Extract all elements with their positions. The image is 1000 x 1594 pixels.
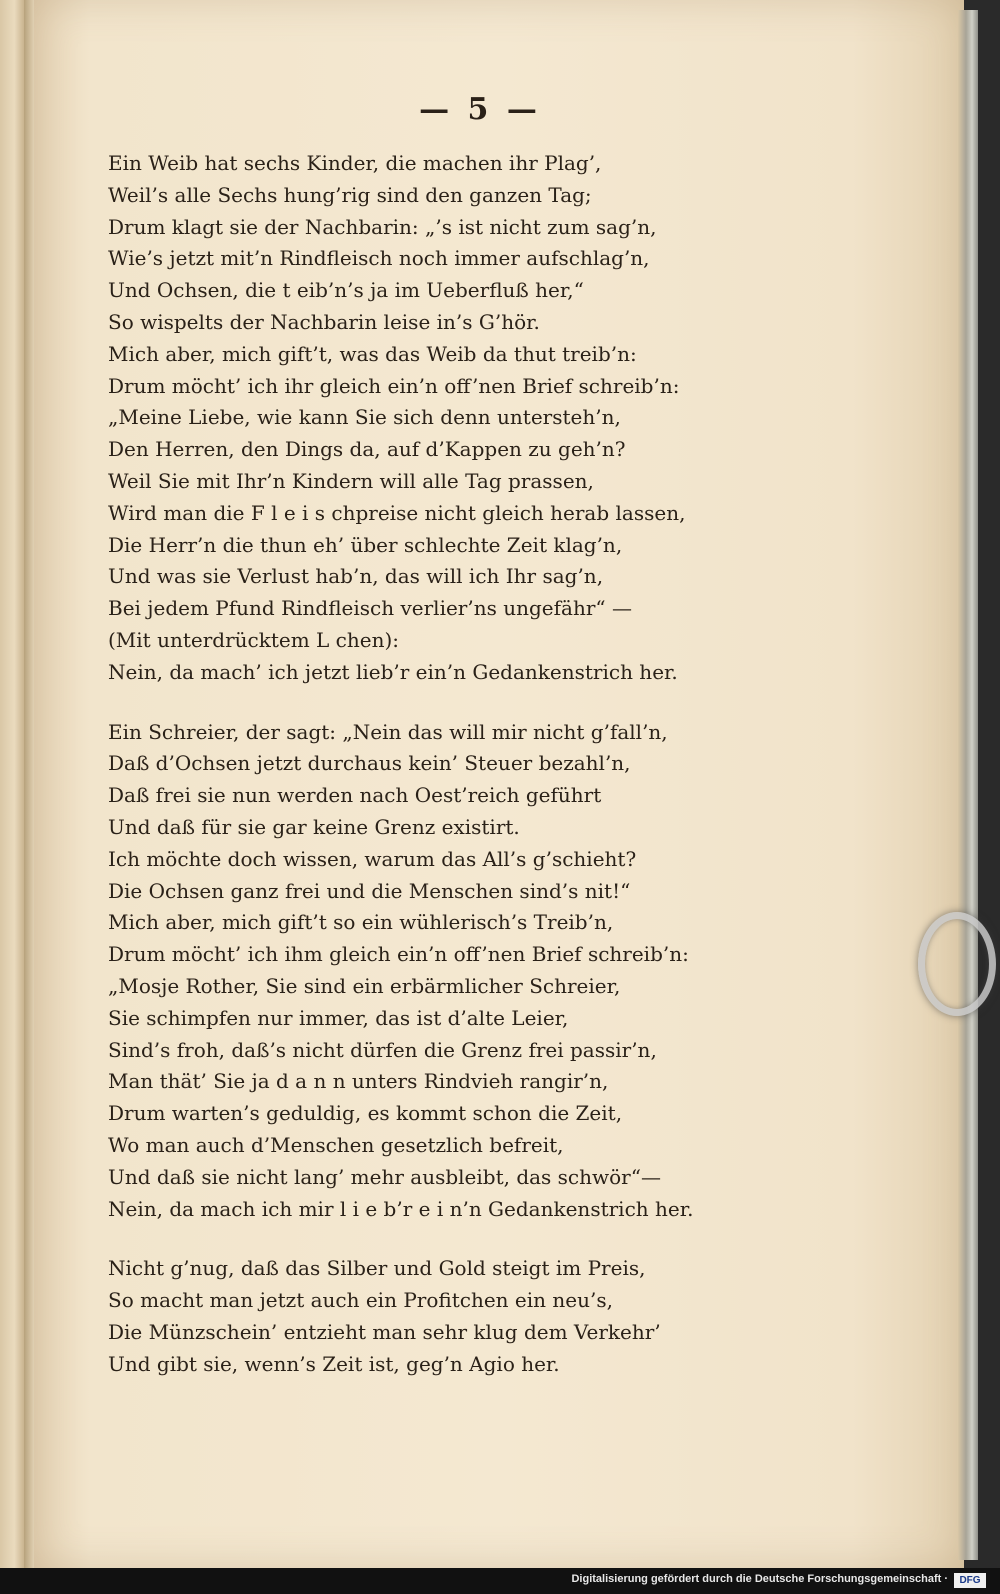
verse-line: Bei jedem Pfund Rindfleisch verlier’ns ungefähr“ — bbox=[108, 596, 632, 621]
verse-line: Die Herr’n die thun eh’ über schlechte Zeit klag’n, bbox=[108, 532, 623, 557]
verse-line: Den Herren, den Dings da, auf d’Kappen zu geh’n? bbox=[108, 437, 626, 462]
verse-line: Drum möcht’ ich ihr gleich ein’n off’nen Brief schreib’n: bbox=[108, 373, 680, 398]
verse-line: Weil’s alle Sechs hung’rig sind den ganzen Tag; bbox=[108, 182, 592, 207]
verse-line: Wo man auch d’Menschen gesetzlich befreit, bbox=[108, 1132, 564, 1157]
paper-clip-icon bbox=[918, 912, 996, 1016]
stanza bbox=[108, 148, 686, 689]
poem-text bbox=[108, 148, 694, 1380]
verse-line: Drum warten’s geduldig, es kommt schon die Zeit, bbox=[108, 1101, 623, 1126]
verse-line: Die Münzschein’ entzieht man sehr klug dem Verkehr’ bbox=[108, 1319, 661, 1344]
verse-line: So wispelts der Nachbarin leise in’s G’hör. bbox=[108, 309, 540, 334]
funding-notice: Digitalisierung gefördert durch die Deutsche Forschungsgemeinschaft · bbox=[571, 1573, 948, 1585]
verse-line: Drum möcht’ ich ihm gleich ein’n off’nen Brief schreib’n: bbox=[108, 942, 689, 967]
page-number: — 5 — bbox=[419, 92, 541, 127]
stanza bbox=[108, 1253, 668, 1380]
verse-line: Wie’s jetzt mit’n Rindfleisch noch immer aufschlag’n, bbox=[108, 246, 650, 271]
verse-line: (Mit unterdrücktem L chen): bbox=[108, 627, 400, 652]
dfg-logo: DFG bbox=[954, 1573, 986, 1588]
verse-line: Ich möchte doch wissen, warum das All’s g’schieht? bbox=[108, 846, 637, 871]
verse-line: Die Ochsen ganz frei und die Menschen sind’s nit!“ bbox=[108, 878, 631, 903]
verse-line: Man thät’ Sie ja d a n n unters Rindvieh rangir’n, bbox=[108, 1069, 609, 1094]
verse-line: Mich aber, mich gift’t so ein wühlerisch’s Treib’n, bbox=[108, 910, 614, 935]
verse-line: Weil Sie mit Ihr’n Kindern will alle Tag prassen, bbox=[108, 468, 594, 493]
stanza-gap bbox=[108, 689, 668, 717]
verse-line: „Meine Liebe, wie kann Sie sich denn untersteh’n, bbox=[108, 405, 621, 430]
verse-line: Und Ochsen, die t eib’n’s ja im Ueberfluß her,“ bbox=[108, 278, 584, 303]
verse-line: Und was sie Verlust hab’n, das will ich Ihr sag’n, bbox=[108, 564, 604, 589]
previous-page-edge bbox=[0, 0, 24, 1594]
verse-line: Und daß für sie gar keine Grenz existirt. bbox=[108, 814, 520, 839]
verse-line: Und daß sie nicht lang’ mehr ausbleibt, das schwör“— bbox=[108, 1164, 661, 1189]
verse-line: „Mosje Rother, Sie sind ein erbärmlicher Schreier, bbox=[108, 973, 621, 998]
verse-line: Daß frei sie nun werden nach Oest’reich geführt bbox=[108, 783, 602, 808]
verse-line: Nein, da mach ich mir l i e b’r e i n’n Gedankenstrich her. bbox=[108, 1196, 694, 1221]
verse-line: Sind’s froh, daß’s nicht dürfen die Grenz frei passir’n, bbox=[108, 1037, 657, 1062]
footer-bar bbox=[0, 1568, 1000, 1594]
verse-line: Nein, da mach’ ich jetzt lieb’r ein’n Gedankenstrich her. bbox=[108, 659, 678, 684]
verse-line: Und gibt sie, wenn’s Zeit ist, geg’n Agio her. bbox=[108, 1351, 560, 1376]
verse-line: Wird man die F l e i s chpreise nicht gleich herab lassen, bbox=[108, 500, 686, 525]
stanza-gap bbox=[108, 1225, 668, 1253]
verse-line: Mich aber, mich gift’t, was das Weib da thut treib’n: bbox=[108, 341, 637, 366]
verse-line: Ein Schreier, der sagt: „Nein das will mir nicht g’fall’n, bbox=[108, 719, 668, 744]
stanza bbox=[108, 717, 694, 1226]
verse-line: So macht man jetzt auch ein Profitchen ein neu’s, bbox=[108, 1288, 613, 1313]
verse-line: Nicht g’nug, daß das Silber und Gold steigt im Preis, bbox=[108, 1256, 646, 1281]
verse-line: Drum klagt sie der Nachbarin: „’s ist nicht zum sag’n, bbox=[108, 214, 657, 239]
verse-line: Ein Weib hat sechs Kinder, die machen ihr Plag’, bbox=[108, 151, 602, 175]
page-stack-edge bbox=[958, 10, 978, 1560]
verse-line: Daß d’Ochsen jetzt durchaus kein’ Steuer bezahl’n, bbox=[108, 751, 631, 776]
verse-line: Sie schimpfen nur immer, das ist d’alte Leier, bbox=[108, 1005, 569, 1030]
